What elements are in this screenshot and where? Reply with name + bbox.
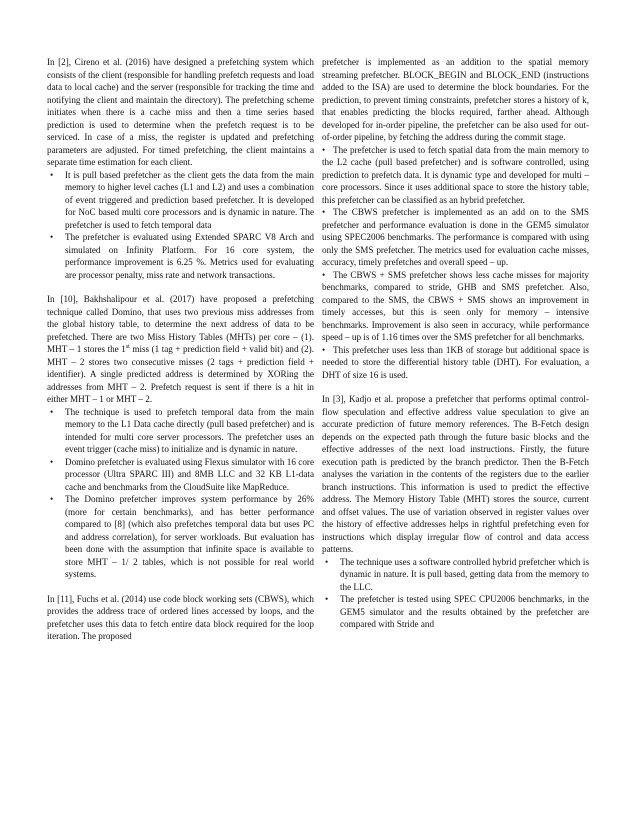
bullet-icon: • — [322, 144, 326, 155]
bullet-icon: • — [322, 344, 326, 355]
list-item: • The prefetcher is used to fetch spatial data from the main memory to the L2 cache (pull based prefetcher) and is software controlled, using prediction to prefetch data. It is dynamic type and developed for multi – core processors. Since it uses additional space to store the history table, this prefetcher can be classified as an hybrid prefetcher. — [322, 144, 589, 205]
paragraph-domino: In [10], Bakhshalipour et al. (2017) have proposed a prefetching technique called Domino, that uses two previous miss addresses from the global history table, to determine the next address of data to be prefetched. There are two Miss History Tables (MHTs) per core – (1). MHT – 1 stores the 1st miss (1 tag + prediction field + valid bit) and (2). MHT – 2 stores two consecutive misses (2 tags + prediction field + identifier). A single predicted address is determined by XORing the addresses from MHT – 2. Prefetch request is sent if there is a hit in either MHT – 1 or MHT – 2. — [47, 294, 314, 404]
paragraph-cbws-continued: prefetcher is implemented as an addition to the spatial memory streaming prefetcher. BLOCK_BEGIN and BLOCK_END (instructions added to the ISA) are used to determine the block boundaries. For the prediction, to prevent timing constraints, prefetcher stores a history of k, that enables predicting the blocks required, farther ahead. Although developed for in-order pipeline, the prefetcher can be also used for out-of-order pipeline, by fetching the address during the commit stage. — [322, 57, 589, 142]
list-item: • The technique uses a software controlled hybrid prefetcher which is dynamic in nature. It is pull based, getting data from the memory to the LLC. — [325, 556, 589, 592]
list-item: • This prefetcher uses less than 1KB of storage but additional space is needed to store the differential history table (DHT). For evaluation, a DHT of size 16 is used. — [322, 344, 589, 380]
list-item: • The CBWS prefetcher is implemented as an add on to the SMS prefetcher and performance evaluation is done in the GEM5 simulator using SPEC2006 benchmarks. The performance is compared with using only the SMS prefetcher. The metrics used for evaluation cache misses, accuracy, timely prefetches and overall speed – up. — [322, 207, 589, 267]
bullet-list-cireno — [47, 169, 314, 282]
list-item: • It is pull based prefetcher as the client gets the data from the main memory to higher level caches (L1 and L2) and uses a combination of event triggered and prediction based prefetcher. It is developed for NoC based multi core processors and is dynamic in nature. The prefetcher is used to fetch temporal data — [50, 169, 314, 230]
bullet-icon: • — [322, 269, 326, 280]
left-column — [47, 56, 314, 643]
paragraph-bfetch: In [3], Kadjo et al. propose a prefetcher that performs optimal control-flow speculation and effective address value speculation to give an accurate prediction of future memory references. The B-Fetch design depends on the expected path through the future basic blocks and the effective addresses of the next load instructions. Firstly, the future execution path is predicted by the branch predictor. Then the B-Fetch analyses the variation in the contents of the registers due to the earlier branch instructions. This information is used to predict the effective address. The Memory History Table (MHT) stores the source, current and offset values. The use of variation observed in register values over the history of effective addresses helps in rightful prefetching even for instructions which display irregular flow of control and data access patterns. — [322, 394, 589, 554]
bullet-icon: • — [325, 594, 329, 604]
list-item: • The prefetcher is evaluated using Extended SPARC V8 Arch and simulated on Infinity Platform. For 16 core system, the performance improvement is 6.25 %. Metrics used for evaluating are processor penalty, miss rate and network transactions. — [50, 232, 314, 280]
list-item: • The CBWS + SMS prefetcher shows less cache misses for majority benchmarks, compared to stride, GHB and SMS prefetcher. Also, compared to the SMS, the CBWS + SMS shows an improvement in timely accesses, but this is seen only for memory – intensive benchmarks. Improvement is also seen in accuracy, while performance speed – up is of 1.16 times over the SMS prefetcher for all benchmarks. — [322, 269, 589, 342]
bullet-icon: • — [50, 169, 54, 180]
list-item: • The Domino prefetcher improves system performance by 26% (more for certain benchmarks), and has better performance compared to [8] (which also prefetches temporal data but uses PC and address correlation), for server workloads. But evaluation has been done with the assumption that infinite space is available to store MHT – 1/ 2 tables, which is not possible for real world systems. — [50, 494, 314, 579]
bullet-icon: • — [50, 232, 54, 242]
bullet-icon: • — [50, 456, 54, 467]
list-item: • The technique is used to prefetch temporal data from the main memory to the L1 Data cache directly (pull based prefetcher) and is intended for multi core server processors. The prefetcher uses an event trigger (cache miss) to initialize and is dynamic in nature. — [50, 406, 314, 454]
bullet-list-domino — [47, 406, 314, 581]
right-column — [322, 56, 589, 631]
bullet-icon: • — [322, 207, 326, 217]
list-item: • The prefetcher is tested using SPEC CPU2006 benchmarks, in the GEM5 simulator and the results obtained by the prefetcher are compared with Stride and — [325, 594, 589, 629]
list-item: • Domino prefetcher is evaluated using Flexus simulator with 16 core processor (Ultra SPARC III) and 8MB LLC and 32 KB L1-data cache and benchmarks from the CloudSuite like MapReduce. — [50, 456, 314, 492]
bullet-icon: • — [325, 556, 329, 567]
bullet-icon: • — [50, 406, 54, 417]
paragraph-cbws: In [11], Fuchs et al. (2014) use code block working sets (CBWS), which provides the address trace of ordered lines accessed by loops, and the prefetcher uses this data to fetch entire data block required for the loop iteration. The proposed — [47, 593, 314, 641]
bullet-list-bfetch — [322, 556, 589, 631]
paragraph-cireno: In [2], Cireno et al. (2016) have designed a prefetching system which consists of the client (responsible for handling prefetch requests and load data to local cache) and the server (responsible for tracking the time and notifying the client and maintain the directory). The prefetching scheme initiates when there is a cache miss and then a time series based prediction is used to determine when the prefetch request is to be serviced. In case of a miss, the register is updated and prefetching parameters are adjusted. For timed prefetching, the client maintains a separate time estimation for each client. — [47, 57, 314, 167]
bullet-icon: • — [50, 494, 54, 504]
